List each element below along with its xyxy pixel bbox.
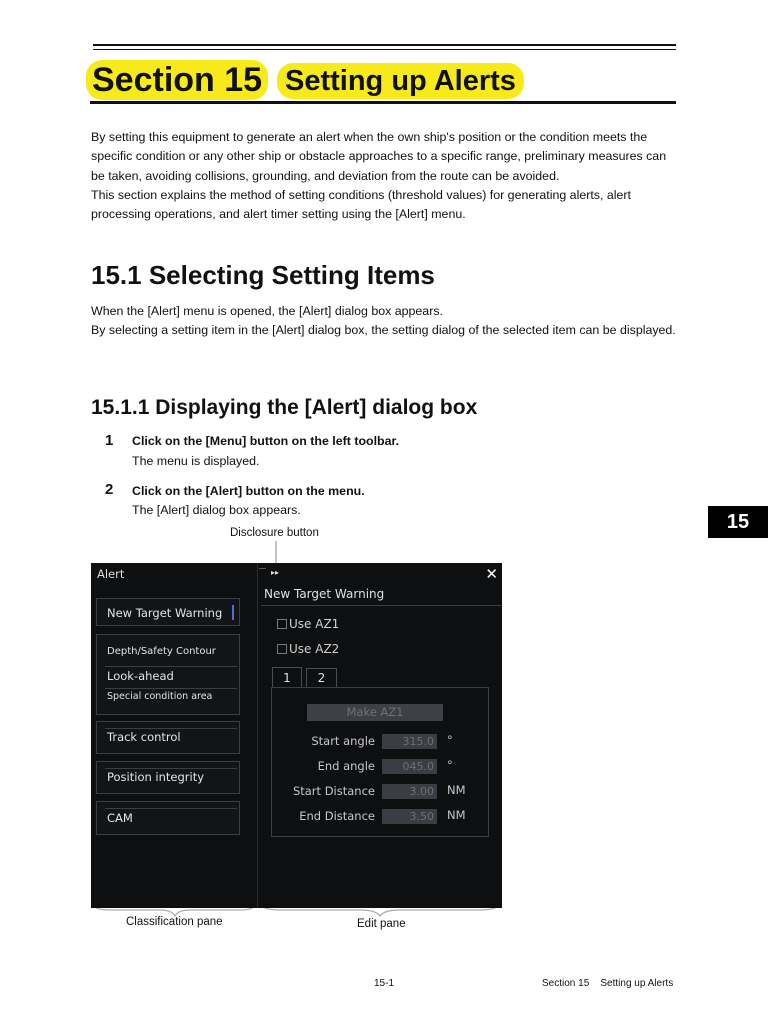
callout-disclosure: Disclosure button [230,527,319,539]
start-angle-unit: ° [447,733,453,747]
start-angle-input[interactable]: 315.0 [382,734,437,749]
edit-pane-separator [261,605,502,606]
disclosure-button[interactable]: ▸▸ [271,568,280,577]
use-az2-checkbox[interactable] [277,642,339,656]
track-control-label: Track control [107,730,181,744]
alert-dialog [91,563,502,908]
group-box [96,634,240,715]
start-distance-input[interactable]: 3.00 [382,784,437,799]
end-angle-input[interactable]: 045.0 [382,759,437,774]
intro-text-2: This section explains the method of setting conditions (threshold values) for generating alerts, alert processing operations, and alert timer setting using the [Alert] menu. [91,187,631,222]
end-angle-label: End angle [317,759,375,773]
new-target-warning-label: New Target Warning [107,606,223,620]
depth-safety-label: Depth/Safety Contour [107,646,216,657]
new-target-warning-button[interactable] [96,598,240,626]
checkbox-icon [277,644,287,654]
step-number: 1 [105,432,114,449]
track-control-button[interactable] [96,721,240,754]
group-separator [105,808,237,809]
selected-indicator [232,605,234,620]
use-az1-label: Use AZ1 [289,617,340,631]
disclosure-line [259,568,266,569]
special-condition-button[interactable] [97,689,239,711]
use-az2-label: Use AZ2 [289,642,340,656]
tab-1[interactable]: 1 [272,667,302,688]
step-title: Click on the [Menu] button on the left toolbar. [132,434,400,448]
checkbox-icon [277,619,287,629]
special-condition-label: Special condition area [107,691,213,702]
use-az1-checkbox[interactable] [277,617,339,631]
dialog-title: Alert [97,567,125,581]
step-description: The menu is displayed. [132,454,260,468]
end-distance-input[interactable]: 3.50 [382,809,437,824]
tab-2[interactable]: 2 [306,668,337,687]
start-distance-unit: NM [447,783,466,797]
callout-edit: Edit pane [357,918,406,930]
group-separator [105,728,237,729]
step-title: Click on the [Alert] button on the menu. [132,484,365,498]
heading-15-1: 15.1 Selecting Setting Items [91,260,435,290]
section-number: Section 15 [86,60,268,100]
s151-text-1: When the [Alert] menu is opened, the [Alert] dialog box appears. [91,304,443,318]
pane-divider [257,563,258,908]
chapter-tab: 15 [708,506,768,538]
look-ahead-button[interactable] [97,667,239,687]
make-az1-button[interactable]: Make AZ1 [307,704,443,721]
cam-button[interactable] [96,801,240,835]
step-number: 2 [105,481,114,498]
s151-text-2: By selecting a setting item in the [Alert] dialog box, the setting dialog of the selected item can be displayed. [91,323,676,338]
position-integrity-button[interactable] [96,761,240,794]
callout-classification: Classification pane [126,916,223,928]
end-distance-label: End Distance [299,809,375,823]
section-title: Setting up Alerts [277,63,524,99]
group-separator [105,768,237,769]
start-angle-label: Start angle [311,734,375,748]
heading-15-1-1: 15.1.1 Displaying the [Alert] dialog box [91,396,478,419]
close-icon[interactable]: ✕ [485,565,498,583]
step-description: The [Alert] dialog box appears. [132,503,301,517]
edit-pane-title: New Target Warning [264,587,385,601]
page-number: 15-1 [374,978,395,989]
position-integrity-label: Position integrity [107,770,205,784]
footer-section: Section 15 Setting up Alerts [542,978,674,989]
cam-label: CAM [107,811,133,825]
look-ahead-label: Look-ahead [107,669,174,683]
start-distance-label: Start Distance [292,784,375,798]
end-distance-unit: NM [447,808,466,822]
end-angle-unit: ° [447,758,453,772]
intro-text-1: By setting this equipment to generate an alert when the own ship's position or the condition meets the specific condition or any other ship or obstacle approaches to a specific range, preliminary measures can be taken, avoiding collisions, grounding, and deviation from the route can be avoided. [91,130,667,183]
depth-safety-button[interactable] [97,635,239,661]
